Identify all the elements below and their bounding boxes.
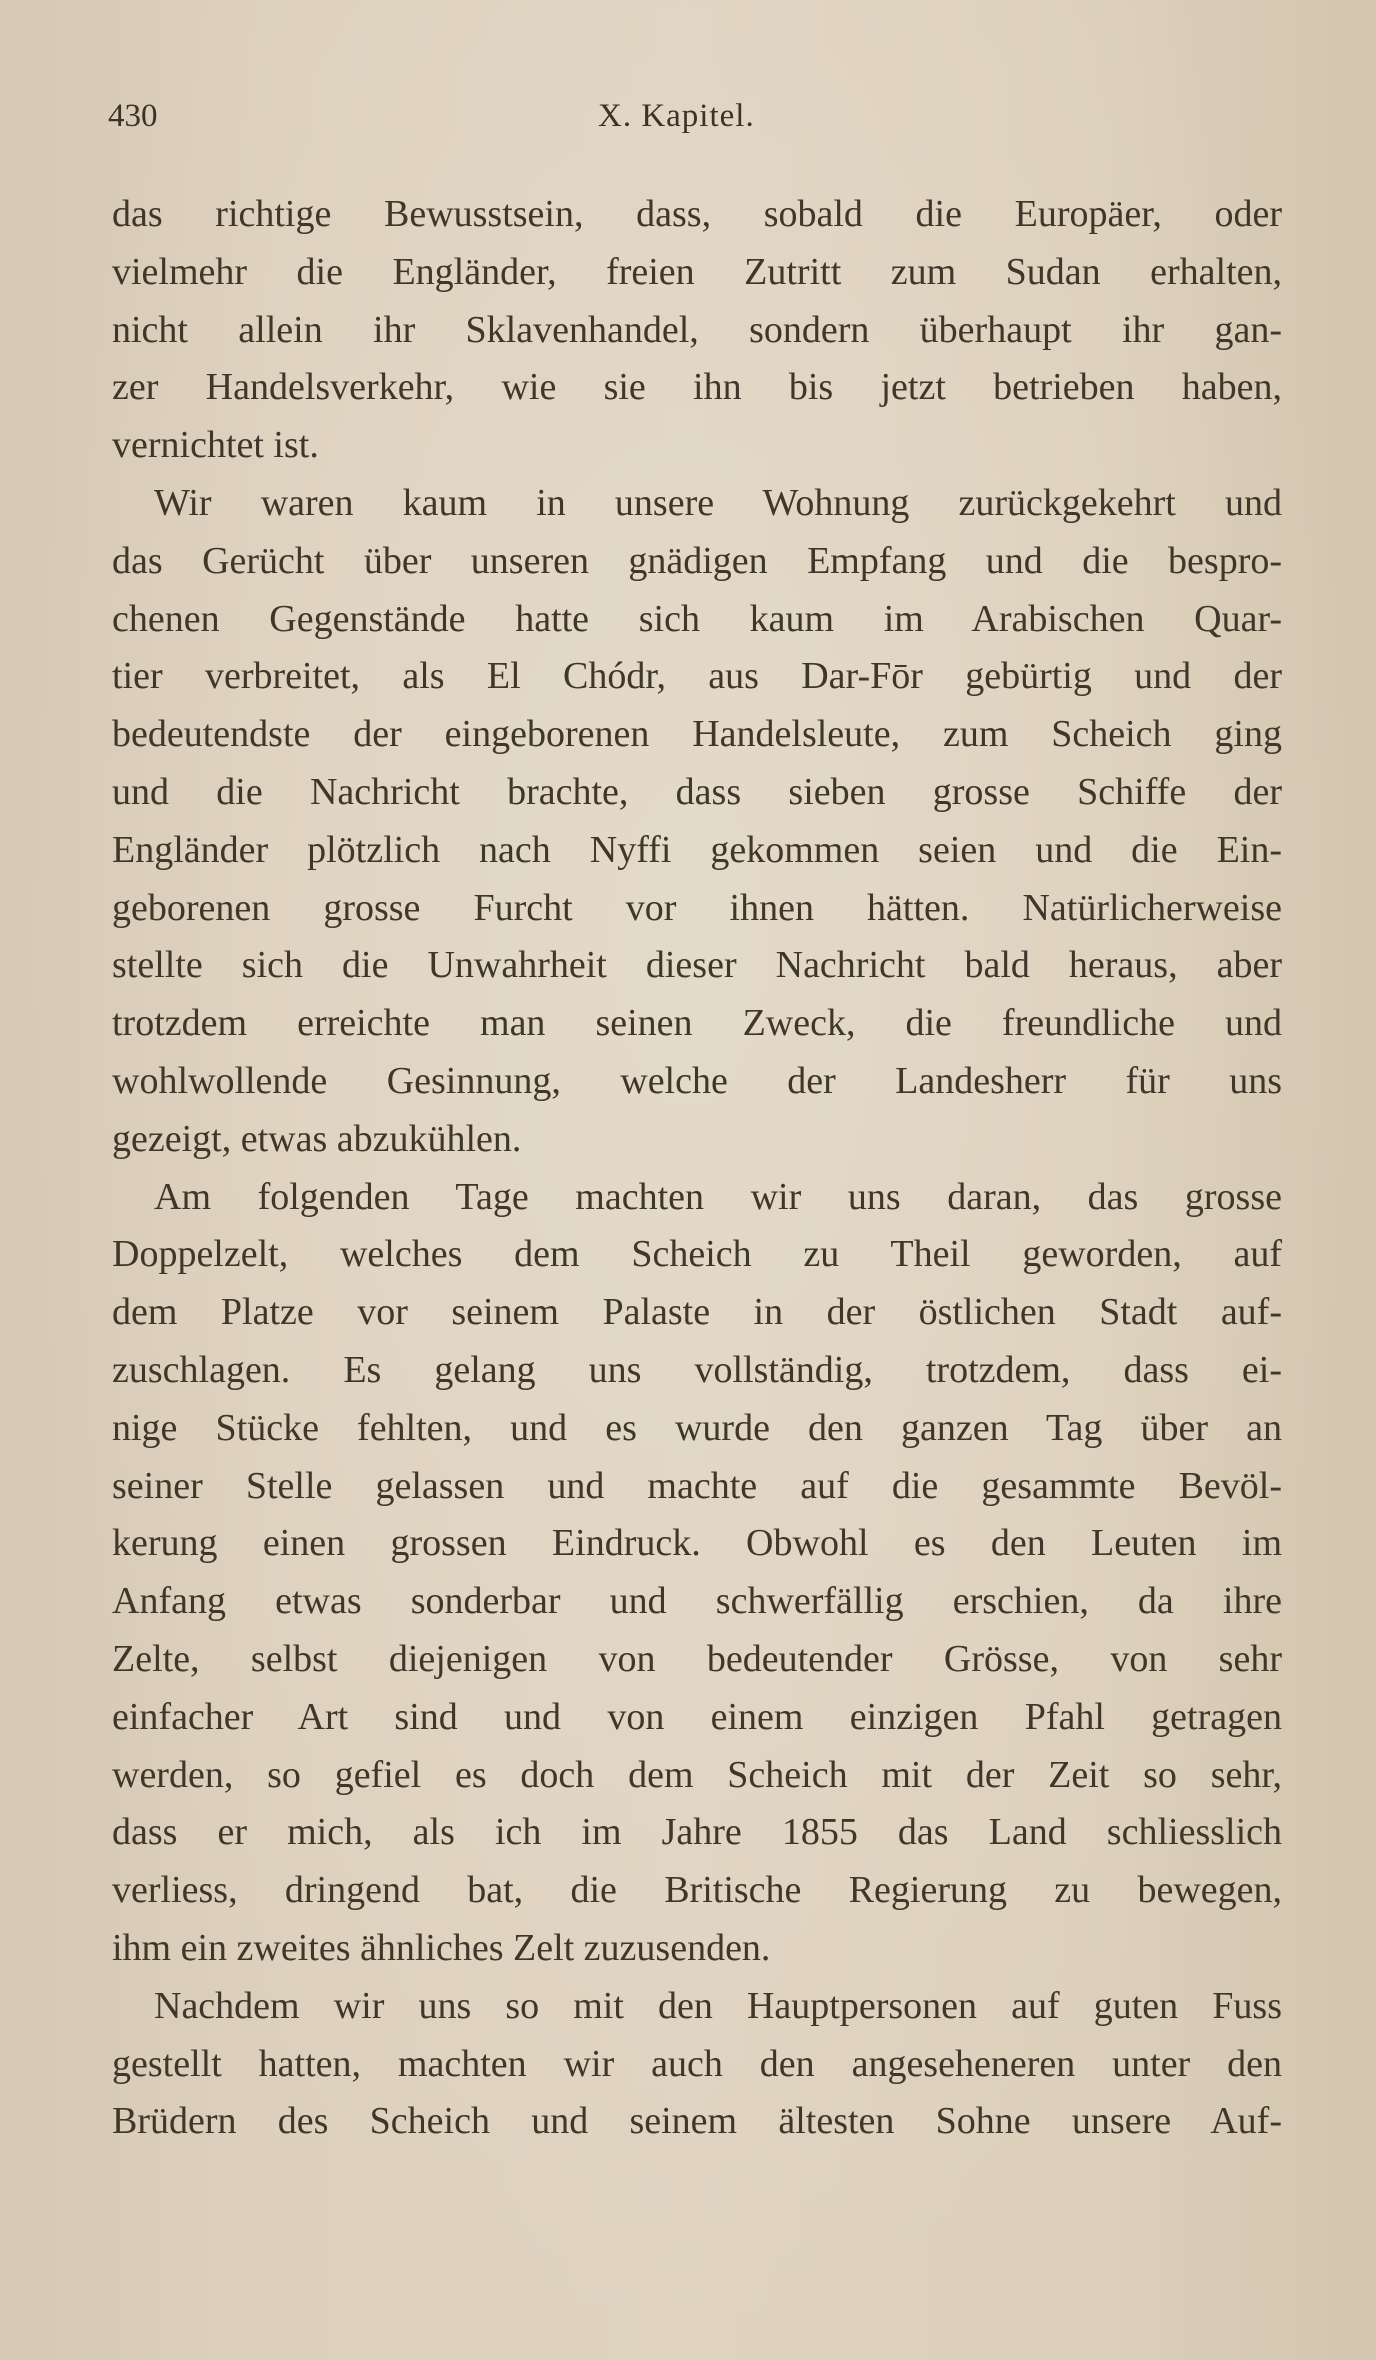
text-line: dem Platze vor seinem Palaste in der östlichen Stadt auf- <box>112 1291 1282 1334</box>
text-line: das richtige Bewusstsein, dass, sobald die Europäer, oder <box>112 193 1282 235</box>
text-line: kerung einen grossen Eindruck. Obwohl es den Leuten im <box>112 1522 1282 1565</box>
text-line: ihm ein zweites ähnliches Zelt zuzusenden. <box>112 1926 771 1969</box>
text-line: Wir waren kaum in unsere Wohnung zurückgekehrt und <box>154 481 1282 524</box>
text-line: Zelte, selbst diejenigen von bedeutender Grösse, von sehr <box>112 1637 1282 1680</box>
text-line: dass er mich, als ich im Jahre 1855 das Land schliesslich <box>112 1811 1282 1854</box>
text-line: zuschlagen. Es gelang uns vollständig, trotzdem, dass ei- <box>112 1348 1282 1391</box>
paragraph <box>112 1978 1282 2151</box>
text-line: tier verbreitet, als El Chódr, aus Dar-Fōr gebürtig und der <box>112 655 1282 698</box>
text-line: Engländer plötzlich nach Nyffi gekommen seien und die Ein- <box>112 828 1282 871</box>
text-line: Am folgenden Tage machten wir uns daran, das grosse <box>154 1175 1282 1218</box>
text-line: das Gerücht über unseren gnädigen Empfang und die bespro- <box>112 539 1282 582</box>
text-line: gezeigt, etwas abzukühlen. <box>112 1117 522 1160</box>
text-line: wohlwollende Gesinnung, welche der Landesherr für uns <box>112 1059 1282 1102</box>
text-line: einfacher Art sind und von einem einzigen Pfahl getragen <box>112 1695 1282 1738</box>
text-line: Nachdem wir uns so mit den Hauptpersonen auf guten Fuss <box>154 1984 1282 2027</box>
page-number: 430 <box>108 98 158 134</box>
text-line: vielmehr die Engländer, freien Zutritt zum Sudan erhalten, <box>112 250 1282 293</box>
text-line: zer Handelsverkehr, wie sie ihn bis jetzt betrieben haben, <box>112 366 1282 409</box>
text-line: Anfang etwas sonderbar und schwerfällig erschien, da ihre <box>112 1580 1282 1623</box>
text-line: geborenen grosse Furcht vor ihnen hätten. Natürlicherweise <box>112 886 1282 929</box>
paragraph <box>112 475 1282 1169</box>
text-line: Doppelzelt, welches dem Scheich zu Theil geworden, auf <box>112 1233 1282 1276</box>
text-line: chenen Gegenstände hatte sich kaum im Arabischen Quar- <box>112 597 1282 640</box>
text-line: und die Nachricht brachte, dass sieben grosse Schiffe der <box>112 770 1282 813</box>
text-line: werden, so gefiel es doch dem Scheich mit der Zeit so sehr, <box>112 1753 1282 1796</box>
text-line: Brüdern des Scheich und seinem ältesten Sohne unsere Auf- <box>112 2100 1282 2143</box>
paragraph <box>112 1169 1282 1978</box>
chapter-heading: X. Kapitel. <box>598 98 755 134</box>
text-line: nige Stücke fehlten, und es wurde den ganzen Tag über an <box>112 1406 1282 1449</box>
text-line: vernichtet ist. <box>112 424 319 467</box>
text-line: stellte sich die Unwahrheit dieser Nachricht bald heraus, aber <box>112 944 1282 987</box>
running-head <box>108 98 1278 148</box>
paragraph <box>112 186 1282 475</box>
text-line: nicht allein ihr Sklavenhandel, sondern überhaupt ihr gan- <box>112 308 1282 351</box>
text-line: trotzdem erreichte man seinen Zweck, die freundliche und <box>112 1002 1282 1045</box>
text-line: bedeutendste der eingeborenen Handelsleute, zum Scheich ging <box>112 713 1282 756</box>
text-line: gestellt hatten, machten wir auch den angeseheneren unter den <box>112 2042 1282 2085</box>
body-text <box>112 186 1282 2151</box>
text-line: verliess, dringend bat, die Britische Regierung zu bewegen, <box>112 1869 1282 1912</box>
text-line: seiner Stelle gelassen und machte auf die gesammte Bevöl- <box>112 1464 1282 1507</box>
